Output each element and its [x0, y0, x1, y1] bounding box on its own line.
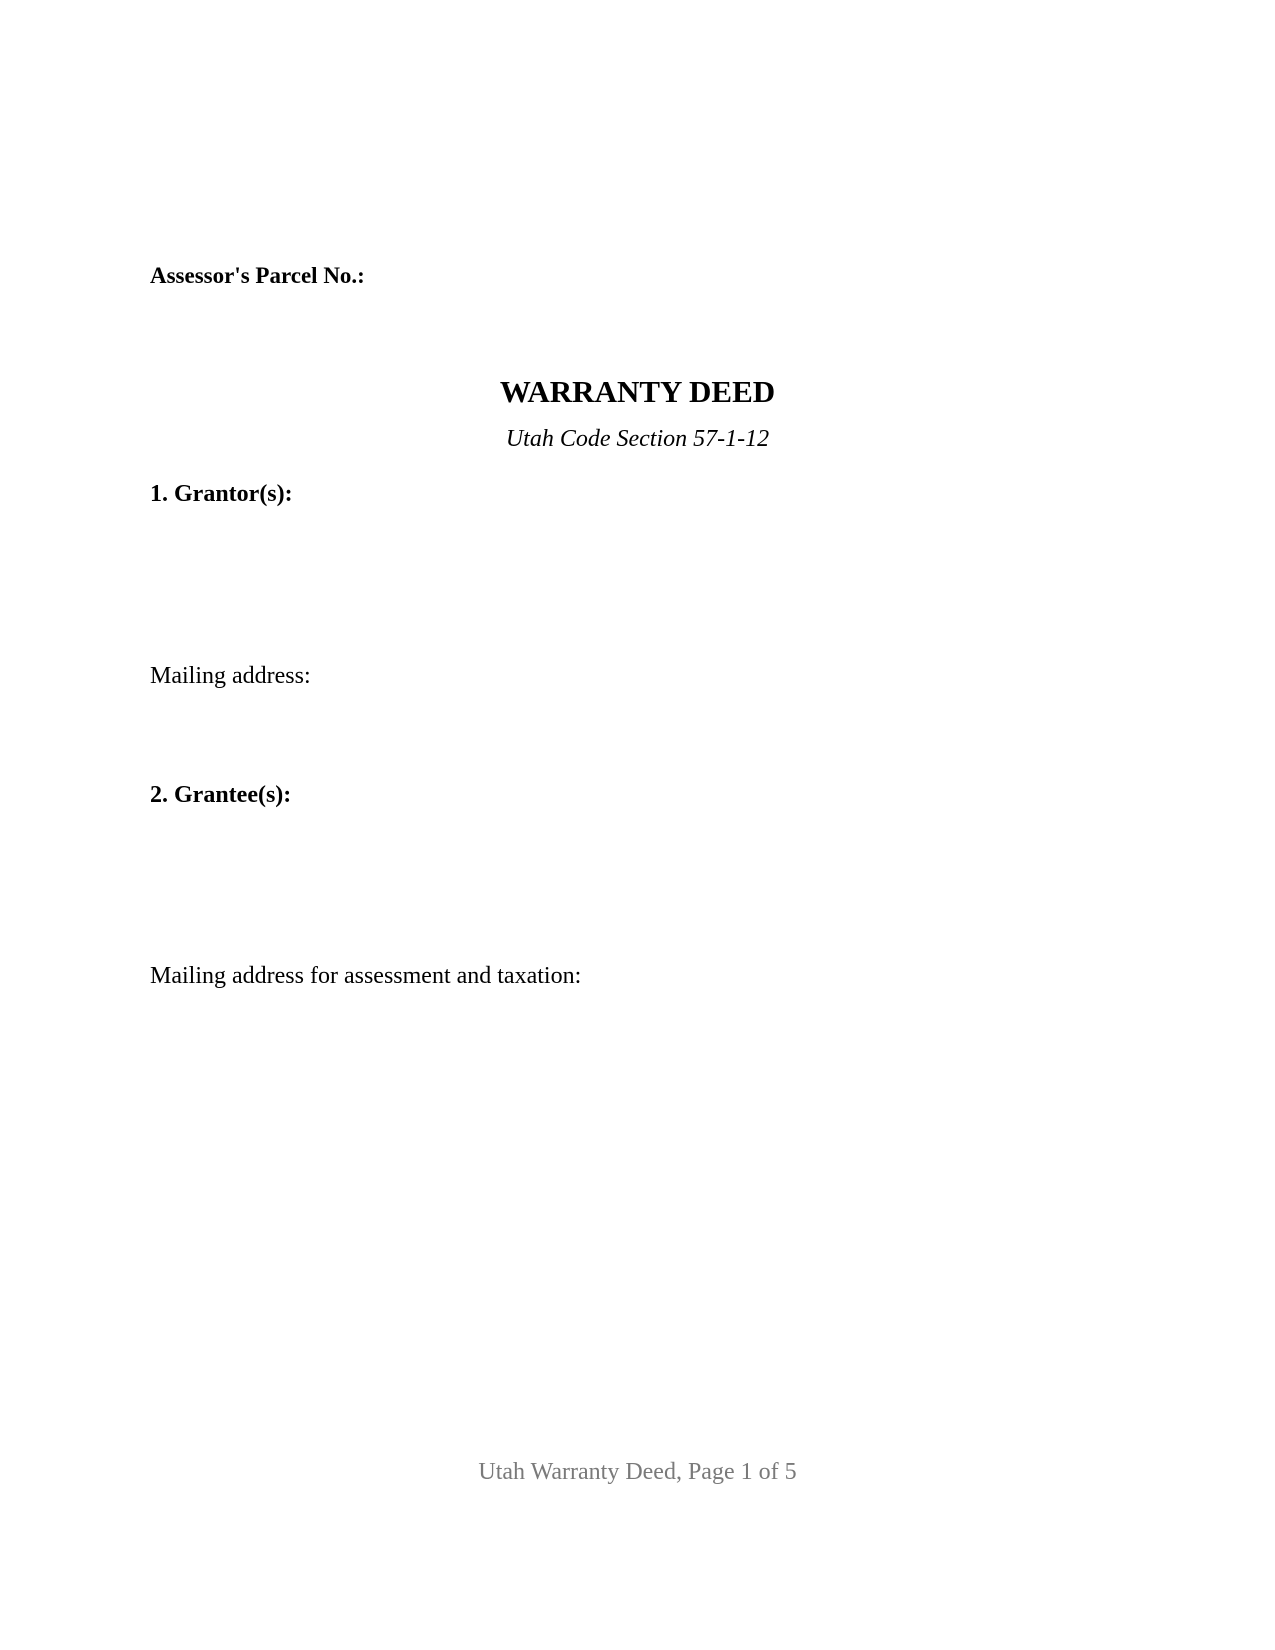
grantee-heading: 2. Grantee(s): — [150, 782, 292, 808]
grantor-heading: 1. Grantor(s): — [150, 481, 293, 507]
grantee-mailing-address-label: Mailing address for assessment and taxation: — [150, 963, 582, 989]
grantor-mailing-address-label: Mailing address: — [150, 663, 311, 689]
document-subtitle: Utah Code Section 57-1-12 — [505, 426, 770, 452]
page-footer: Utah Warranty Deed, Page 1 of 5 — [478, 1459, 797, 1485]
parcel-number-label: Assessor's Parcel No.: — [150, 263, 365, 288]
document-title: WARRANTY DEED — [499, 374, 776, 409]
